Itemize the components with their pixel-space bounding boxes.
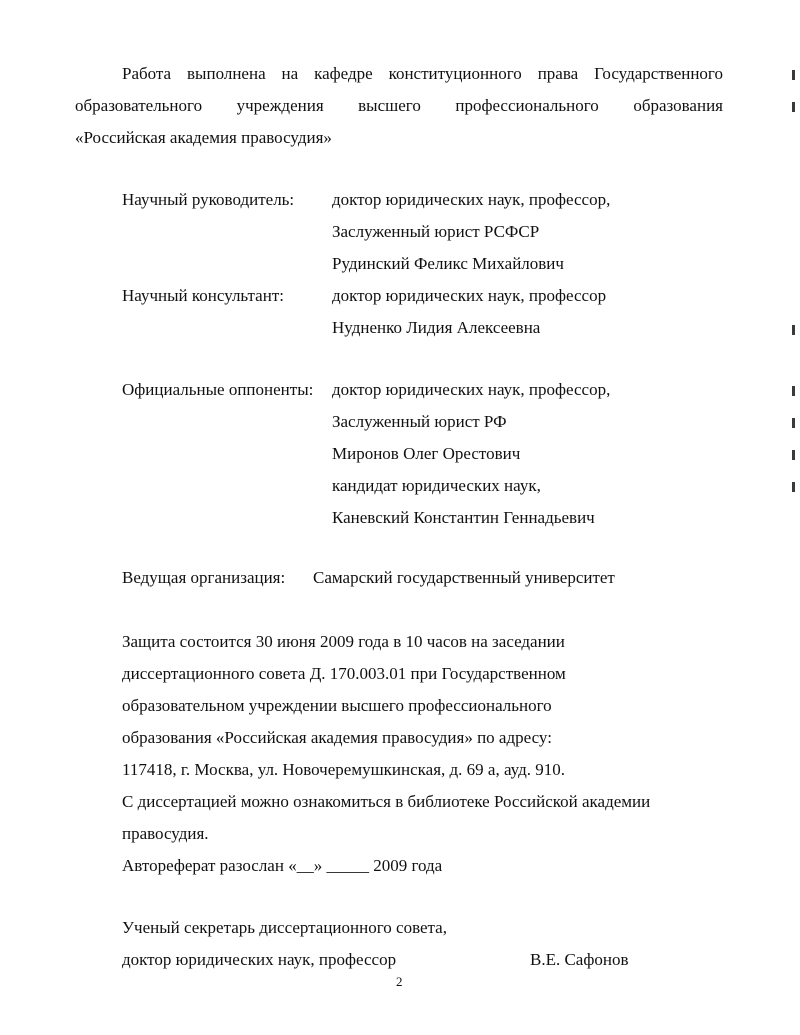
- opponent-line: кандидат юридических наук,: [332, 476, 541, 495]
- supervisor-line: Заслуженный юрист РСФСР: [332, 222, 540, 241]
- secretary-line-2: доктор юридических наук, профессор: [122, 950, 397, 969]
- defense-line: Защита состоится 30 июня 2009 года в 10 часов на заседании: [122, 632, 565, 651]
- supervisor-line: Рудинский Феликс Михайлович: [332, 254, 564, 273]
- consultant-line: Нудненко Лидия Алексеевна: [332, 318, 541, 337]
- opponent-line: Миронов Олег Орестович: [332, 444, 521, 463]
- defense-line: правосудия.: [122, 824, 209, 843]
- scan-edge-mark: [792, 450, 795, 460]
- scan-edge-mark: [792, 386, 795, 396]
- defense-line: 117418, г. Москва, ул. Новочеремушкинская, д. 69 а, ауд. 910.: [122, 760, 565, 779]
- page-number: 2: [396, 974, 403, 989]
- defense-line: С диссертацией можно ознакомиться в библиотеке Российской академии: [122, 792, 651, 811]
- consultant-line: доктор юридических наук, профессор: [332, 286, 607, 305]
- opponents-label: Официальные оппоненты:: [122, 380, 314, 399]
- scan-edge-mark: [792, 102, 795, 112]
- opponent-line: Заслуженный юрист РФ: [332, 412, 507, 431]
- secretary-line-1: Ученый секретарь диссертационного совета,: [122, 918, 447, 937]
- secretary-name: В.Е. Сафонов: [530, 950, 629, 969]
- leading-org-value: Самарский государственный университет: [313, 568, 615, 587]
- scan-edge-mark: [792, 418, 795, 428]
- defense-line: образования «Российская академия правосудия» по адресу:: [122, 728, 552, 747]
- opponent-line: Каневский Константин Геннадьевич: [332, 508, 595, 527]
- supervisor-line: доктор юридических наук, профессор,: [332, 190, 611, 209]
- scan-edge-mark: [792, 325, 795, 335]
- defense-line: образовательном учреждении высшего профессионального: [122, 696, 552, 715]
- consultant-label: Научный консультант:: [122, 286, 284, 305]
- defense-line: Автореферат разослан «__» _____ 2009 года: [122, 856, 443, 875]
- leading-org-label: Ведущая организация:: [122, 568, 286, 587]
- scan-edge-mark: [792, 70, 795, 80]
- scan-edge-mark: [792, 482, 795, 492]
- intro-line-2: образовательного учреждения высшего профессионального образования: [75, 96, 723, 115]
- opponent-line: доктор юридических наук, профессор,: [332, 380, 611, 399]
- intro-line-3: «Российская академия правосудия»: [75, 128, 332, 147]
- defense-line: диссертационного совета Д. 170.003.01 при Государственном: [122, 664, 566, 683]
- supervisor-label: Научный руководитель:: [122, 190, 295, 209]
- intro-line-1: Работа выполнена на кафедре конституционного права Государственного: [122, 64, 723, 83]
